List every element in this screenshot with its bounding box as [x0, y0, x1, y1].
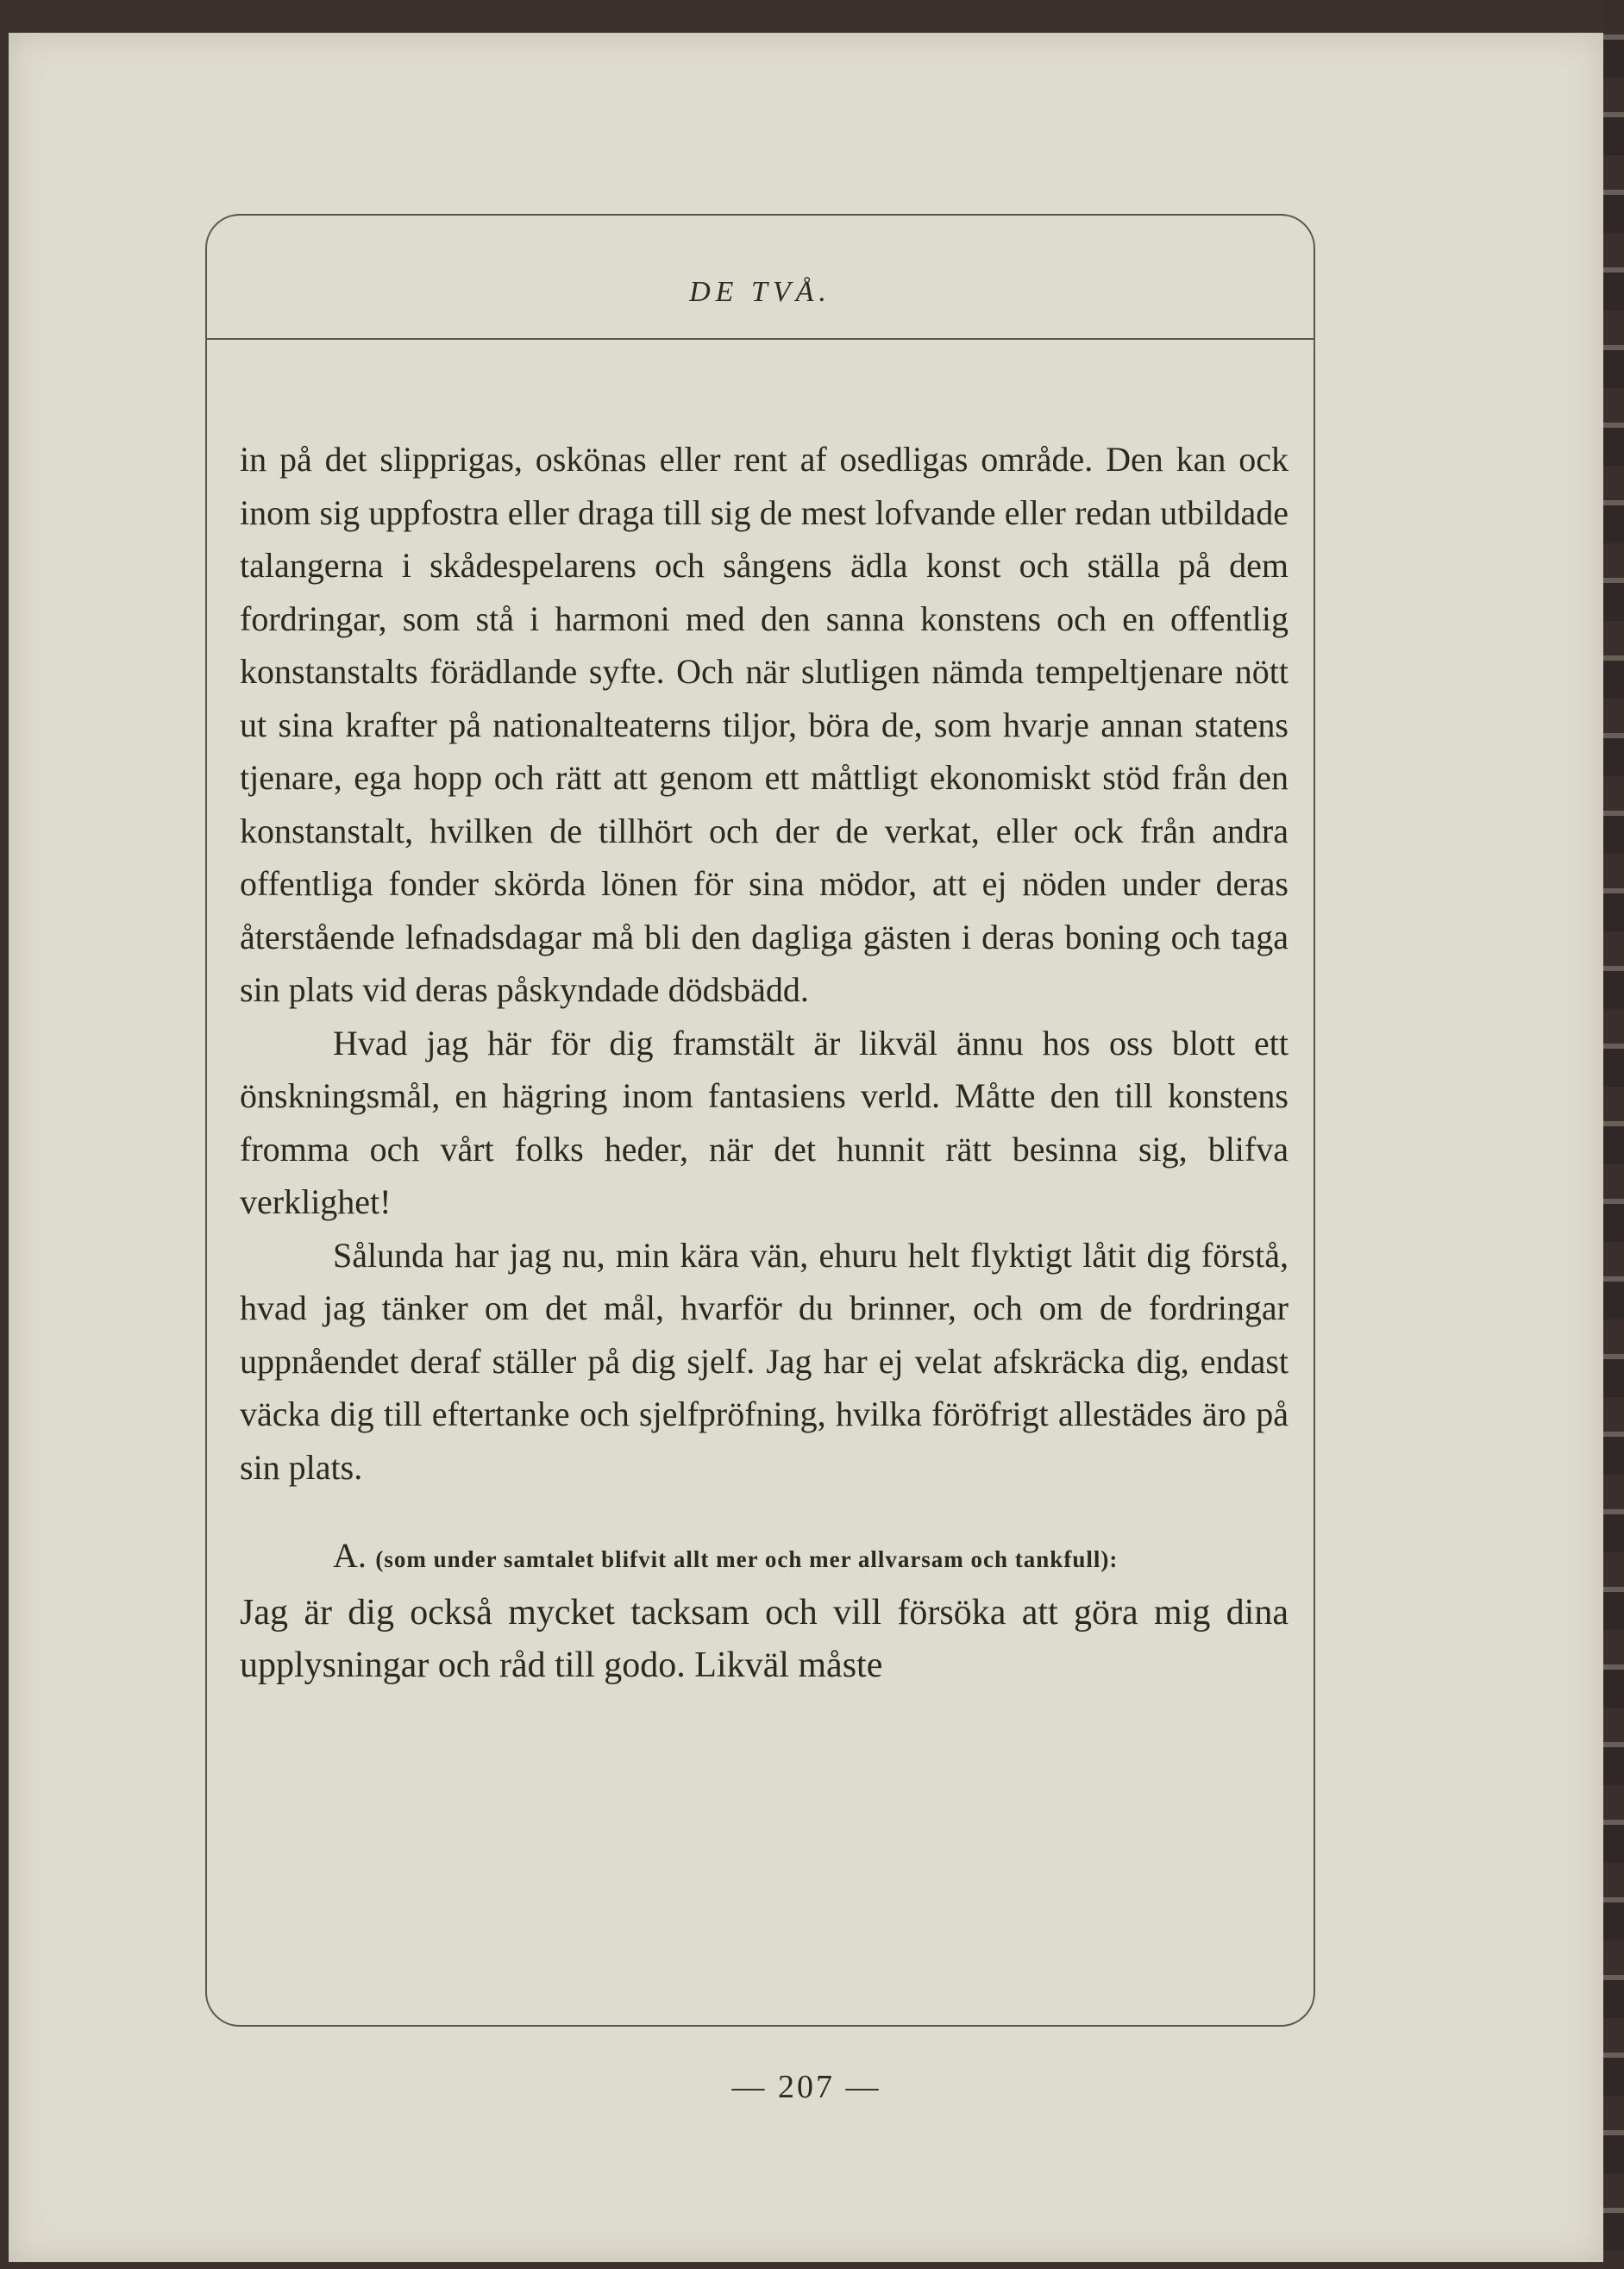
paragraph-3: Sålunda har jag nu, min kära vän, ehuru helt flyktigt låtit dig förstå, hvad jag tänker om det mål, hvarför du brinner, och om de fordringar uppnåendet deraf ställer på dig sjelf. Jag har ej velat afskräcka dig, endast väcka dig till eftertanke och sjelfpröfning, hvilka föröfrigt allestädes äro på sin plats. — [240, 1235, 1289, 1487]
header-rule — [207, 338, 1314, 340]
page-number: — 207 — — [731, 2069, 881, 2105]
speaker-line — [240, 1528, 1289, 1587]
body-text — [240, 433, 1289, 1692]
speaker-name: A. — [333, 1536, 367, 1575]
stage-direction: (som under samtalet blifvit allt mer och mer allvarsam och tankfull): — [375, 1546, 1119, 1572]
running-head: DE TVÅ. — [689, 276, 831, 308]
text-frame — [205, 214, 1315, 2027]
dialogue-block — [240, 1528, 1289, 1692]
paragraph-1: in på det slipprigas, oskönas eller rent af osedligas område. Den kan ock inom sig uppfostra eller draga till sig de mest lofvande eller redan utbildade talangerna i skådespelarens och sångens ädla konst och ställa på dem fordringar, som stå i harmoni med den sanna konstens och en offentlig konstanstalts förädlande syfte. Och när slutligen nämda tempeltjenare nött ut sina krafter på nationalteaterns tiljor, böra de, som hvarje annan statens tjenare, ega hopp och rätt att genom ett måttligt ekonomiskt stöd från den konstanstalt, hvilken de tillhört och der de verkat, eller ock från andra offentliga fonder skörda lönen för sina mödor, att ej nöden under deras återstående lefnadsdagar må bli den dagliga gästen i deras boning och taga sin plats vid deras påskyndade dödsbädd. — [240, 440, 1289, 1009]
book-page — [9, 33, 1604, 2262]
paragraph-2: Hvad jag här för dig framstält är likväl ännu hos oss blott ett önskningsmål, en hägring inom fantasiens verld. Måtte den till konstens fromma och vårt folks heder, när det hunnit rätt besinna sig, blifva verklighet! — [240, 1023, 1289, 1221]
binding-edge — [1603, 0, 1624, 2269]
speech-text: Jag är dig också mycket tacksam och vill försöka att göra mig dina upplysningar och råd till godo. Likväl måste — [240, 1593, 1289, 1685]
